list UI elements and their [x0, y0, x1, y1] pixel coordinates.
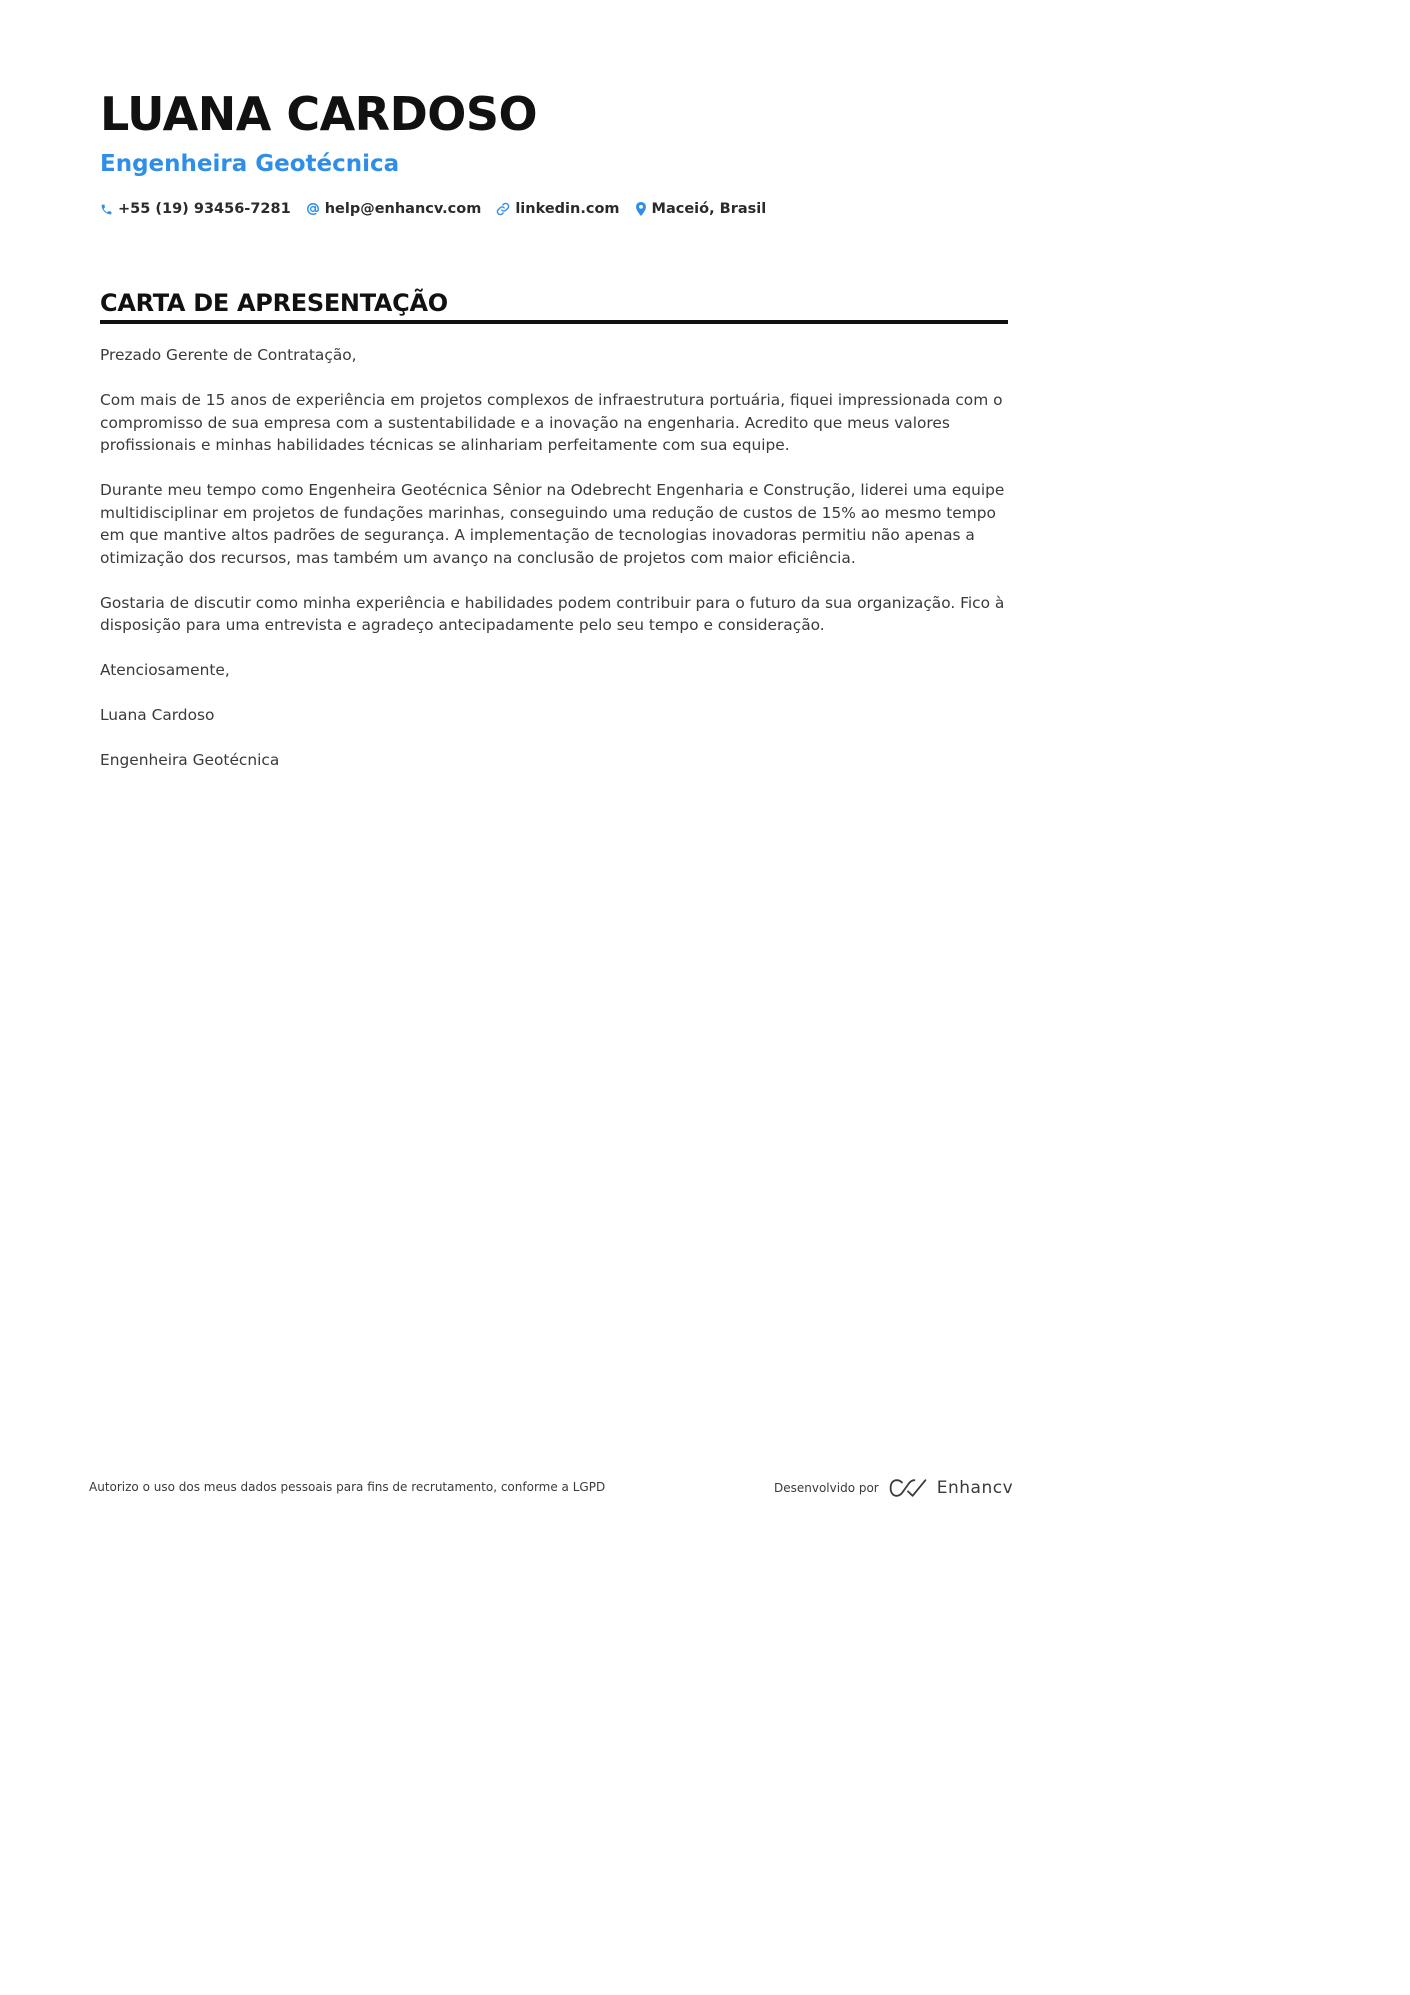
- at-icon: [306, 202, 320, 216]
- section-title: CARTA DE APRESENTAÇÃO: [100, 289, 448, 317]
- contact-location-text: Maceió, Brasil: [651, 201, 767, 217]
- contact-bar: [100, 198, 766, 220]
- contact-linkedin-text[interactable]: linkedin.com: [515, 201, 620, 217]
- link-icon: [496, 202, 510, 216]
- location-pin-icon: [635, 202, 647, 216]
- contact-email-text[interactable]: help@enhancv.com: [324, 201, 482, 217]
- letter-body: [100, 344, 1008, 794]
- footer-powered-by: Desenvolvido por: [774, 1481, 879, 1495]
- contact-linkedin: [496, 201, 619, 217]
- footer-brand-name: Enhancv: [936, 1478, 1014, 1498]
- contact-phone-text[interactable]: +55 (19) 93456-7281: [118, 201, 291, 217]
- footer-brand[interactable]: [774, 1474, 1013, 1502]
- enhancv-logo-icon: [889, 1478, 927, 1498]
- section-divider: [100, 320, 1008, 324]
- candidate-title: Engenheira Geotécnica: [100, 151, 400, 177]
- letter-paragraph: Gostaria de discutir como minha experiência e habilidades podem contribuir para o futuro da sua organização. Fico à disposição para uma entrevista e agradeço antecipadamente pelo seu tempo e consideração.: [100, 593, 1005, 634]
- contact-location: [635, 201, 767, 217]
- signature-name: Luana Cardoso: [100, 706, 215, 724]
- letter-greeting: Prezado Gerente de Contratação,: [100, 346, 357, 364]
- letter-paragraph: Durante meu tempo como Engenheira Geotécnica Sênior na Odebrecht Engenharia e Construção, liderei uma equipe multidisciplinar em projetos de fundações marinhas, conseguindo uma redução de custos de 15% ao mesmo tempo em que mantive altos padrões de segurança. A implementação de tecnologias inovadoras permitiu não apenas a otimização dos recursos, mas também um avanço na conclusão de projetos com maior eficiência.: [100, 481, 1005, 567]
- letter-paragraph: Com mais de 15 anos de experiência em projetos complexos de infraestrutura portuária, fiquei impressionada com o compromisso de sua empresa com a sustentabilidade e a inovação na engenharia. Acredito que meus valores profissionais e minhas habilidades técnicas se alinhariam perfeitamente com sua equipe.: [100, 391, 1003, 454]
- contact-email: [306, 201, 482, 217]
- phone-icon: [100, 203, 113, 216]
- signature-title: Engenheira Geotécnica: [100, 751, 280, 769]
- candidate-name: LUANA CARDOSO: [100, 87, 538, 141]
- contact-phone: [100, 201, 291, 217]
- letter-closing: Atenciosamente,: [100, 661, 230, 679]
- footer-consent: Autorizo o uso dos meus dados pessoais para fins de recrutamento, conforme a LGPD: [89, 1480, 606, 1494]
